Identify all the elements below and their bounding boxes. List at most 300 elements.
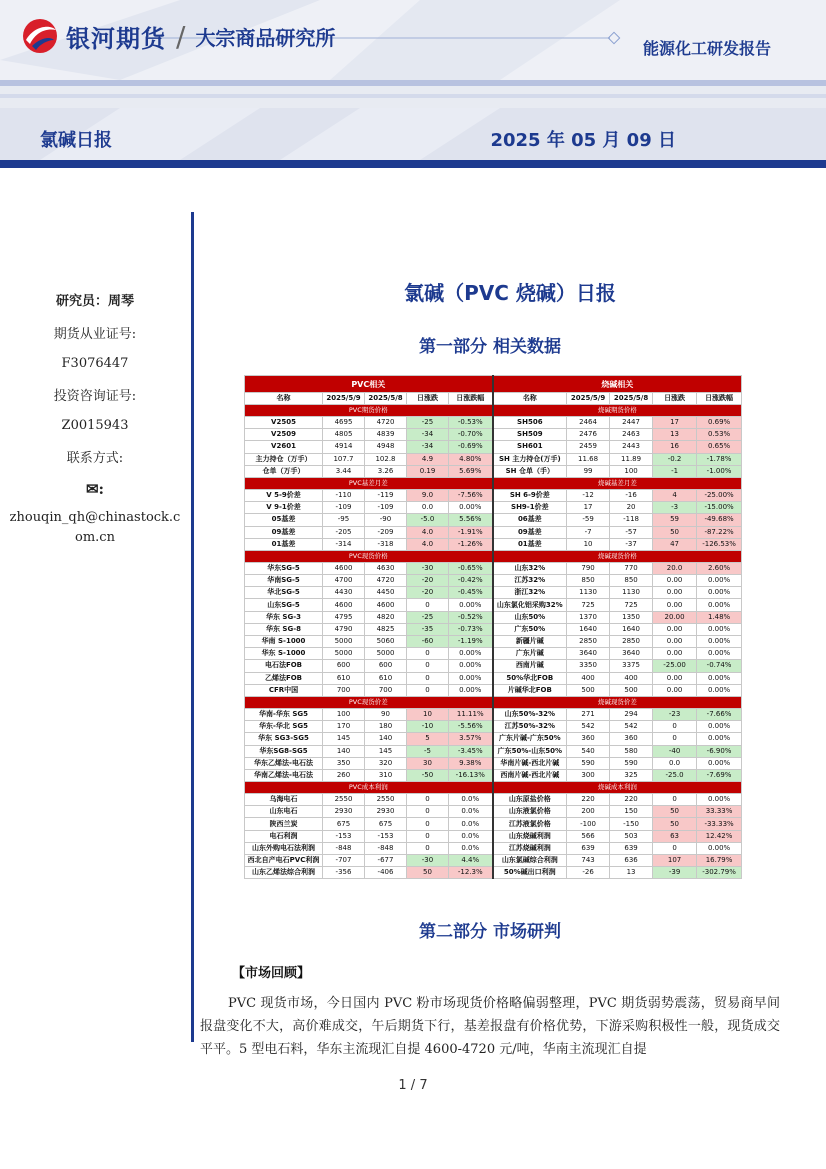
table-cell: -109 <box>365 502 407 514</box>
table-cell: 0.19 <box>407 465 449 477</box>
table-cell: 2463 <box>610 429 653 441</box>
row-name: 山东氯碱综合利润 <box>493 855 567 867</box>
table-cell: 2443 <box>610 441 653 453</box>
table-cell: -1.78% <box>697 453 742 465</box>
table-cell: 2550 <box>365 794 407 806</box>
table-cell: 200 <box>567 806 610 818</box>
table-cell: 5000 <box>323 636 365 648</box>
table-cell: -10 <box>407 721 449 733</box>
table-cell: 0.0% <box>449 830 493 842</box>
column-header: 名称 <box>493 393 567 405</box>
sidebar-divider <box>191 212 194 1042</box>
table-cell: 2930 <box>323 806 365 818</box>
table-cell: -150 <box>610 818 653 830</box>
row-name: 山东乙烯法综合利润 <box>245 867 323 879</box>
table-cell: 100 <box>323 708 365 720</box>
row-name: 山东液氯价格 <box>493 806 567 818</box>
table-cell: 850 <box>567 575 610 587</box>
table-cell: 0 <box>653 721 697 733</box>
table-row <box>245 769 742 781</box>
table-row <box>245 575 742 587</box>
main-title: 氯碱（PVC 烧碱）日报 <box>404 281 616 305</box>
table-cell: -25.00 <box>653 660 697 672</box>
table-cell: -16.13% <box>449 769 493 781</box>
table-cell: -356 <box>323 867 365 879</box>
row-name: 浙江32% <box>493 587 567 599</box>
table-row <box>245 489 742 501</box>
table-cell: 1370 <box>567 611 610 623</box>
row-name: 华东 S-1000 <box>245 648 323 660</box>
table-row <box>245 830 742 842</box>
pvc-table-title: PVC相关 <box>245 376 493 393</box>
row-name: 电石法FOB <box>245 660 323 672</box>
table-cell: 0 <box>653 794 697 806</box>
table-cell: 0.00% <box>697 648 742 660</box>
row-name: 华东-华北 SG5 <box>245 721 323 733</box>
table-cell: 0.00 <box>653 623 697 635</box>
table-cell: 0 <box>407 806 449 818</box>
table-cell: -25.00% <box>697 489 742 501</box>
row-name: 江苏50%-32% <box>493 721 567 733</box>
row-name: 山东原盐价格 <box>493 794 567 806</box>
table-row <box>245 648 742 660</box>
row-name: 山东烧碱利润 <box>493 830 567 842</box>
table-cell: 0 <box>407 660 449 672</box>
table-cell: -0.74% <box>697 660 742 672</box>
caustic-section-header: 烧碱成本利润 <box>493 782 742 794</box>
table-row <box>245 514 742 526</box>
table-row <box>245 599 742 611</box>
column-header: 日涨跌 <box>653 393 697 405</box>
table-cell: 0.00 <box>653 648 697 660</box>
caustic-table-title: 烧碱相关 <box>493 376 742 393</box>
table-cell: -0.42% <box>449 575 493 587</box>
table-cell: -26 <box>567 867 610 879</box>
table-cell: 0.69% <box>697 417 742 429</box>
table-cell: 2447 <box>610 417 653 429</box>
table-cell: 50 <box>653 806 697 818</box>
table-cell: 725 <box>610 599 653 611</box>
table-cell: 4790 <box>323 623 365 635</box>
table-cell: 0.00% <box>697 721 742 733</box>
table-cell: -1.91% <box>449 526 493 538</box>
table-cell: -0.2 <box>653 453 697 465</box>
row-name: 06基差 <box>493 514 567 526</box>
section-header-row <box>245 477 742 489</box>
table-cell: -34 <box>407 441 449 453</box>
table-cell: -0.73% <box>449 623 493 635</box>
consult-label: 投资咨询证号: <box>53 389 137 404</box>
row-name: 华东 SG3-SG5 <box>245 733 323 745</box>
pvc-section-header: PVC期货价格 <box>245 405 493 417</box>
table-cell: -16 <box>610 489 653 501</box>
table-cell: 0.00% <box>697 757 742 769</box>
table-cell: -20 <box>407 575 449 587</box>
table-cell: 0 <box>407 684 449 696</box>
table-cell: 325 <box>610 769 653 781</box>
table-cell: 0.00% <box>697 842 742 854</box>
row-name: 山东50%-32% <box>493 708 567 720</box>
table-cell: 4600 <box>323 599 365 611</box>
table-cell: 50 <box>407 867 449 879</box>
table-cell: 9.38% <box>449 757 493 769</box>
table-cell: -25 <box>407 611 449 623</box>
row-name: 西北自产电石PVC利润 <box>245 855 323 867</box>
table-cell: 170 <box>323 721 365 733</box>
table-row <box>245 465 742 477</box>
table-cell: 17 <box>653 417 697 429</box>
table-cell: 0.00% <box>697 636 742 648</box>
row-name: 山东电石 <box>245 806 323 818</box>
contact-label: 联系方式: <box>66 451 124 466</box>
row-name: 09基差 <box>493 526 567 538</box>
row-name: 乙烯法FOB <box>245 672 323 684</box>
table-cell: -3.45% <box>449 745 493 757</box>
table-cell: 4450 <box>365 587 407 599</box>
row-name: 华东 SG-3 <box>245 611 323 623</box>
author-sidebar <box>0 290 190 562</box>
table-cell: 0 <box>407 648 449 660</box>
table-cell: 0.00% <box>449 502 493 514</box>
table-cell: 4.80% <box>449 453 493 465</box>
company-name: 银河期货 <box>66 24 166 53</box>
pvc-section-header: PVC基差月差 <box>245 477 493 489</box>
table-cell: 503 <box>610 830 653 842</box>
table-row <box>245 855 742 867</box>
row-name: SH9-1价差 <box>493 502 567 514</box>
table-cell: 600 <box>365 660 407 672</box>
row-name: SH506 <box>493 417 567 429</box>
table-row <box>245 562 742 574</box>
table-cell: 260 <box>323 769 365 781</box>
table-cell: -126.53% <box>697 538 742 550</box>
row-name: 09基差 <box>245 526 323 538</box>
table-cell: 350 <box>323 757 365 769</box>
table-cell: 5.69% <box>449 465 493 477</box>
table-cell: 0.00% <box>697 575 742 587</box>
table-cell: 4630 <box>365 562 407 574</box>
caustic-section-header: 烧碱期货价格 <box>493 405 742 417</box>
column-header: 2025/5/9 <box>323 393 365 405</box>
report-type: 能源化工研发报告 <box>642 39 771 58</box>
table-cell: 3.26 <box>365 465 407 477</box>
row-name: 江苏液氯价格 <box>493 818 567 830</box>
row-name: 山东氯化铝采购32% <box>493 599 567 611</box>
table-cell: -0.53% <box>449 417 493 429</box>
table-cell: 5000 <box>323 648 365 660</box>
table-cell: -5 <box>407 745 449 757</box>
table-cell: -5.56% <box>449 721 493 733</box>
market-review-paragraph: PVC 现货市场，今日国内 PVC 粉市场现货价格略偏弱整理，PVC 期货弱势震荡，贸易商早间报盘变化不大，高价难成交，午后期货下行，基差报盘有价格优势，下游采购积极性一般，现货成交平平。5 型电石料，华东主流现汇自提 4600-4720 元/吨，华南主流现汇自提 <box>200 996 780 1057</box>
company-logo <box>20 16 335 56</box>
row-name: V 9-1价差 <box>245 502 323 514</box>
row-name: 广东50%-山东50% <box>493 745 567 757</box>
table-cell: 13 <box>653 429 697 441</box>
table-cell: -314 <box>323 538 365 550</box>
row-name: 华东 SG-8 <box>245 623 323 635</box>
table-cell: -707 <box>323 855 365 867</box>
table-cell: -0.69% <box>449 441 493 453</box>
page-number: 1 / 7 <box>398 1078 428 1093</box>
table-row <box>245 757 742 769</box>
table-cell: 1640 <box>610 623 653 635</box>
table-cell: -7.69% <box>697 769 742 781</box>
table-cell: 2459 <box>567 441 610 453</box>
table-cell: -7 <box>567 526 610 538</box>
table-cell: 0 <box>407 830 449 842</box>
table-cell: -12.3% <box>449 867 493 879</box>
column-header: 名称 <box>245 393 323 405</box>
table-cell: 3640 <box>610 648 653 660</box>
row-name: SH 仓单（手） <box>493 465 567 477</box>
row-name: 01基差 <box>245 538 323 550</box>
row-name: 01基差 <box>493 538 567 550</box>
table-title-row <box>245 376 742 393</box>
data-table <box>244 375 742 879</box>
consult-number: Z0015943 <box>61 418 129 433</box>
column-header: 2025/5/8 <box>365 393 407 405</box>
table-cell: 4695 <box>323 417 365 429</box>
table-cell: 0.00% <box>449 648 493 660</box>
table-cell: -0.65% <box>449 562 493 574</box>
table-cell: -25.0 <box>653 769 697 781</box>
table-cell: -848 <box>365 842 407 854</box>
table-cell: -302.79% <box>697 867 742 879</box>
row-name: 50%华北FOB <box>493 672 567 684</box>
market-review-label: 【市场回顾】 <box>232 966 311 981</box>
column-header: 日涨跌 <box>407 393 449 405</box>
table-cell: 0.00 <box>653 587 697 599</box>
table-cell: -0.70% <box>449 429 493 441</box>
table-cell: -34 <box>407 429 449 441</box>
table-cell: 107 <box>653 855 697 867</box>
table-cell: 0 <box>407 842 449 854</box>
table-cell: -49.68% <box>697 514 742 526</box>
table-cell: 2930 <box>365 806 407 818</box>
table-cell: 743 <box>567 855 610 867</box>
column-header: 2025/5/8 <box>610 393 653 405</box>
table-cell: -119 <box>365 489 407 501</box>
table-cell: -87.22% <box>697 526 742 538</box>
table-cell: 16.79% <box>697 855 742 867</box>
table-row <box>245 502 742 514</box>
table-cell: 9.0 <box>407 489 449 501</box>
table-row <box>245 538 742 550</box>
table-cell: 11.89 <box>610 453 653 465</box>
table-cell: 610 <box>323 672 365 684</box>
row-name: 广东片碱 <box>493 648 567 660</box>
row-name: 片碱华北FOB <box>493 684 567 696</box>
table-cell: -30 <box>407 562 449 574</box>
row-name: 山东SG-5 <box>245 599 323 611</box>
table-cell: -205 <box>323 526 365 538</box>
license-number: F3076447 <box>61 356 129 371</box>
table-cell: 100 <box>610 465 653 477</box>
email-link[interactable]: zhouqin_qh@chinastock.com.cn <box>9 510 181 545</box>
table-cell: -50 <box>407 769 449 781</box>
table-cell: -7.56% <box>449 489 493 501</box>
table-cell: 580 <box>610 745 653 757</box>
row-name: 华东SG8-SG5 <box>245 745 323 757</box>
table-cell: 1130 <box>567 587 610 599</box>
table-cell: -57 <box>610 526 653 538</box>
row-name: 西南片碱-西北片碱 <box>493 769 567 781</box>
row-name: 新疆片碱 <box>493 636 567 648</box>
table-cell: 4914 <box>323 441 365 453</box>
table-row <box>245 684 742 696</box>
table-cell: 310 <box>365 769 407 781</box>
table-cell: 0 <box>653 842 697 854</box>
table-cell: -15.00% <box>697 502 742 514</box>
table-cell: -318 <box>365 538 407 550</box>
table-cell: 4839 <box>365 429 407 441</box>
page-header <box>0 0 826 168</box>
row-name: 山东32% <box>493 562 567 574</box>
row-name: 华东SG-5 <box>245 562 323 574</box>
table-cell: -23 <box>653 708 697 720</box>
table-cell: 1.48% <box>697 611 742 623</box>
table-cell: -0.52% <box>449 611 493 623</box>
table-row <box>245 745 742 757</box>
table-cell: 145 <box>365 745 407 757</box>
row-name: 华东乙烯法-电石法 <box>245 757 323 769</box>
table-cell: 0.00% <box>697 623 742 635</box>
envelope-icon: ✉: <box>85 480 105 498</box>
column-header-row <box>245 393 742 405</box>
table-cell: 700 <box>365 684 407 696</box>
galaxy-logo-icon <box>20 16 60 56</box>
table-cell: -7.66% <box>697 708 742 720</box>
row-name: 陕西兰炭 <box>245 818 323 830</box>
table-cell: 5.56% <box>449 514 493 526</box>
table-cell: -153 <box>365 830 407 842</box>
table-row <box>245 708 742 720</box>
row-name: 山东外购电石法利润 <box>245 842 323 854</box>
row-name: 华南 S-1000 <box>245 636 323 648</box>
report-date: 2025 年 05 月 09 日 <box>490 130 676 151</box>
table-cell: -30 <box>407 855 449 867</box>
row-name: 广东片碱-广东50% <box>493 733 567 745</box>
table-cell: 0.00 <box>653 599 697 611</box>
table-cell: 30 <box>407 757 449 769</box>
table-cell: 4805 <box>323 429 365 441</box>
table-cell: 140 <box>365 733 407 745</box>
section-header-row <box>245 782 742 794</box>
table-cell: 0 <box>407 794 449 806</box>
table-cell: 850 <box>610 575 653 587</box>
table-row <box>245 441 742 453</box>
table-cell: 3.57% <box>449 733 493 745</box>
row-name: 广东50% <box>493 623 567 635</box>
table-cell: 180 <box>365 721 407 733</box>
table-row <box>245 623 742 635</box>
table-cell: 5000 <box>365 648 407 660</box>
table-cell: 0 <box>653 733 697 745</box>
row-name: 华南SG-5 <box>245 575 323 587</box>
table-cell: 107.7 <box>323 453 365 465</box>
pvc-section-header: PVC现货价格 <box>245 550 493 562</box>
table-cell: 590 <box>610 757 653 769</box>
table-cell: 0.0 <box>407 502 449 514</box>
table-cell: 33.33% <box>697 806 742 818</box>
table-cell: 675 <box>323 818 365 830</box>
table-cell: 4600 <box>323 562 365 574</box>
table-cell: 294 <box>610 708 653 720</box>
caustic-section-header: 烧碱现货价差 <box>493 696 742 708</box>
table-cell: 0.00 <box>653 672 697 684</box>
row-name: SH 主力持仓(万手) <box>493 453 567 465</box>
table-cell: -35 <box>407 623 449 635</box>
table-cell: 140 <box>323 745 365 757</box>
table-cell: 4600 <box>365 599 407 611</box>
table-cell: 0.0% <box>449 818 493 830</box>
table-cell: 400 <box>567 672 610 684</box>
table-cell: 13 <box>610 867 653 879</box>
table-cell: 2550 <box>323 794 365 806</box>
table-cell: 4 <box>653 489 697 501</box>
table-row <box>245 417 742 429</box>
table-row <box>245 526 742 538</box>
section-header-row <box>245 405 742 417</box>
table-cell: 150 <box>610 806 653 818</box>
table-cell: 2850 <box>567 636 610 648</box>
table-cell: 4948 <box>365 441 407 453</box>
table-cell: 4430 <box>323 587 365 599</box>
table-row <box>245 721 742 733</box>
table-cell: 0.00% <box>697 587 742 599</box>
table-cell: 50 <box>653 818 697 830</box>
table-cell: 1130 <box>610 587 653 599</box>
table-cell: -60 <box>407 636 449 648</box>
row-name: 电石利润 <box>245 830 323 842</box>
table-row <box>245 611 742 623</box>
table-cell: 0.00% <box>449 672 493 684</box>
row-name: 西南片碱 <box>493 660 567 672</box>
table-cell: 102.8 <box>365 453 407 465</box>
table-cell: 90 <box>365 708 407 720</box>
table-row <box>245 429 742 441</box>
table-cell: 0.00 <box>653 575 697 587</box>
table-cell: 220 <box>610 794 653 806</box>
row-name: 乌海电石 <box>245 794 323 806</box>
table-cell: -12 <box>567 489 610 501</box>
table-cell: 639 <box>567 842 610 854</box>
row-name: 华南-华东 SG5 <box>245 708 323 720</box>
table-cell: 3350 <box>567 660 610 672</box>
table-cell: 271 <box>567 708 610 720</box>
table-cell: 0.0% <box>449 794 493 806</box>
table-row <box>245 733 742 745</box>
table-cell: 0.00% <box>449 684 493 696</box>
table-cell: 16 <box>653 441 697 453</box>
table-cell: 4.9 <box>407 453 449 465</box>
row-name: 华南乙烯法-电石法 <box>245 769 323 781</box>
table-cell: 3640 <box>567 648 610 660</box>
table-cell: 0.00% <box>697 684 742 696</box>
table-cell: -110 <box>323 489 365 501</box>
table-cell: 0.00% <box>697 733 742 745</box>
table-cell: -3 <box>653 502 697 514</box>
table-cell: 0 <box>407 599 449 611</box>
table-cell: -25 <box>407 417 449 429</box>
table-cell: 17 <box>567 502 610 514</box>
row-name: SH509 <box>493 429 567 441</box>
row-name: 江苏烧碱利润 <box>493 842 567 854</box>
table-cell: 4825 <box>365 623 407 635</box>
table-cell: -1 <box>653 465 697 477</box>
row-name: 华南片碱-西北片碱 <box>493 757 567 769</box>
table-cell: -677 <box>365 855 407 867</box>
